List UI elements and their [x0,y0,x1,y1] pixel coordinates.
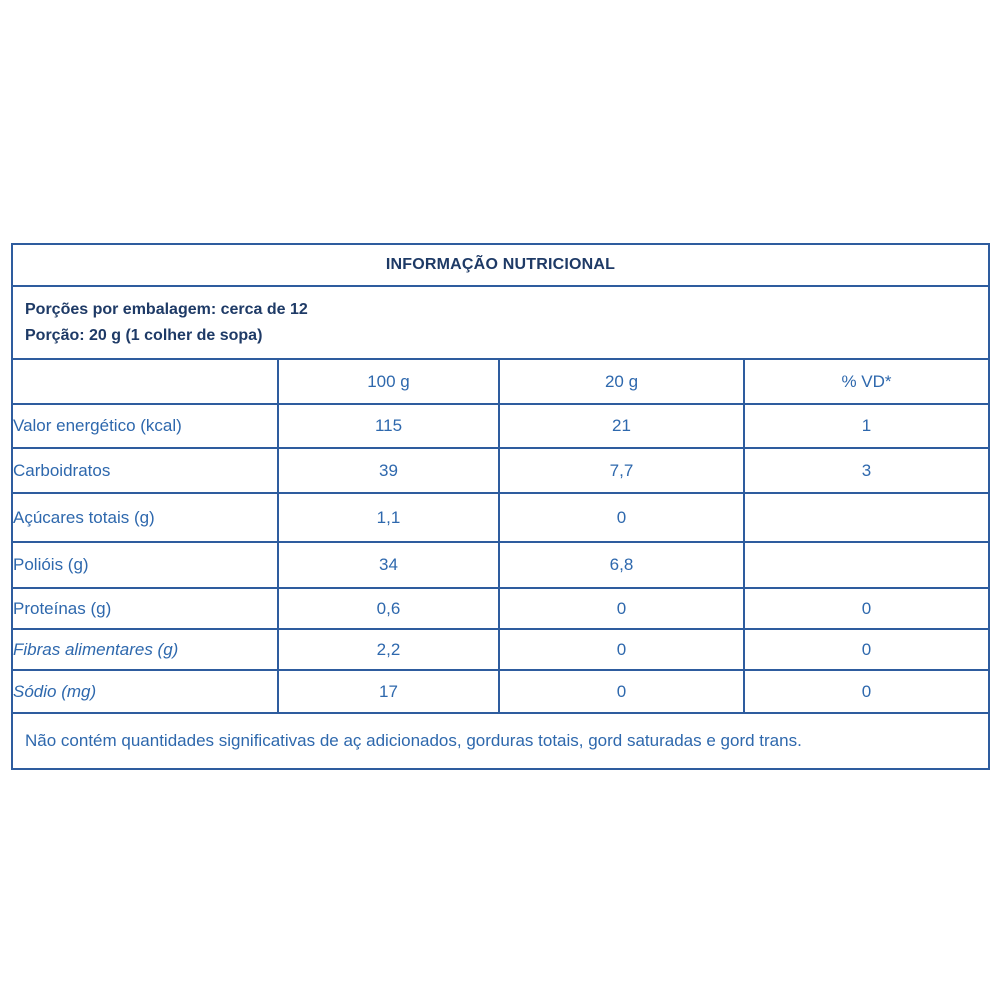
value-pct-vd: 0 [744,588,989,629]
value-pct-vd [744,542,989,588]
value-pct-vd: 3 [744,448,989,493]
value-20g: 0 [499,588,744,629]
value-pct-vd: 1 [744,404,989,448]
value-20g: 0 [499,493,744,542]
value-100g: 17 [278,670,499,713]
nutrition-table [11,243,990,770]
row-label: Açúcares totais (g) [12,493,278,542]
table-row [12,404,989,448]
row-label: Valor energético (kcal) [12,404,278,448]
serving-info-row [12,286,989,359]
column-header-row [12,359,989,404]
row-label: Proteínas (g) [12,588,278,629]
value-pct-vd: 0 [744,670,989,713]
value-pct-vd: 0 [744,629,989,670]
row-label: Sódio (mg) [12,670,278,713]
servings-per-package: Porções por embalagem: cerca de 12 [25,300,308,318]
value-100g: 2,2 [278,629,499,670]
value-100g: 1,1 [278,493,499,542]
value-20g: 7,7 [499,448,744,493]
table-row [12,493,989,542]
row-label: Polióis (g) [12,542,278,588]
value-20g: 0 [499,629,744,670]
table-title-row [12,244,989,286]
column-header-pct-vd: % VD* [744,359,989,404]
table-row [12,542,989,588]
table-row [12,629,989,670]
column-header-20g: 20 g [499,359,744,404]
column-header-100g: 100 g [278,359,499,404]
table-title: INFORMAÇÃO NUTRICIONAL [12,244,989,286]
table-row [12,448,989,493]
value-100g: 39 [278,448,499,493]
column-header-empty [12,359,278,404]
table-row [12,670,989,713]
value-20g: 6,8 [499,542,744,588]
row-label: Carboidratos [12,448,278,493]
value-100g: 0,6 [278,588,499,629]
value-100g: 34 [278,542,499,588]
footnote-text: Não contém quantidades significativas de aç adicionados, gorduras totais, gord saturadas e gord trans. [12,713,989,769]
value-pct-vd [744,493,989,542]
value-20g: 21 [499,404,744,448]
row-label: Fibras alimentares (g) [12,629,278,670]
serving-info-cell [12,286,989,359]
table-row [12,588,989,629]
serving-size: Porção: 20 g (1 colher de sopa) [25,326,263,344]
value-20g: 0 [499,670,744,713]
footnote-row [12,713,989,769]
value-100g: 115 [278,404,499,448]
